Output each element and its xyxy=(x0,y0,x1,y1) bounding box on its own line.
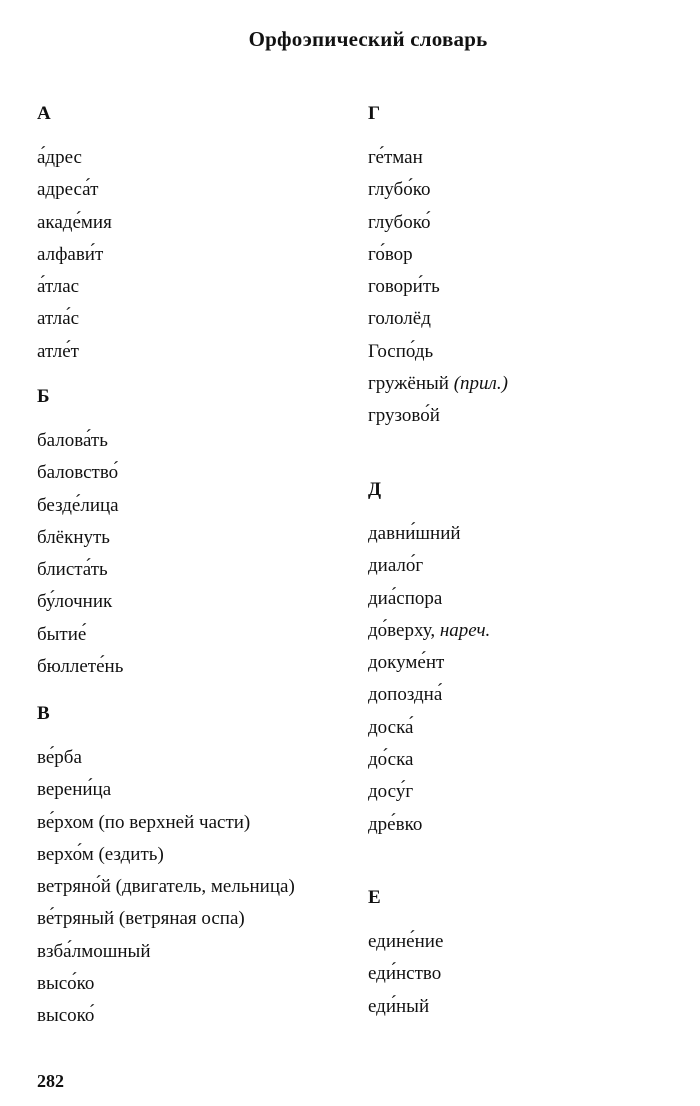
entry-note: нареч. xyxy=(439,619,491,641)
entry-word: акаде́мия xyxy=(37,211,112,233)
entry-word: высо́ко xyxy=(37,973,95,995)
dictionary-entry xyxy=(368,679,490,711)
entry-word: ве́рхом (по верхней части) xyxy=(37,811,251,833)
dictionary-entry xyxy=(37,936,295,968)
dictionary-entry xyxy=(37,871,295,903)
entry-word: бюллете́нь xyxy=(37,656,124,678)
section-letter: Д xyxy=(368,479,382,500)
page-title-text: Орфоэпический словарь xyxy=(248,27,488,51)
dictionary-entry xyxy=(37,554,123,586)
entry-word: докуме́нт xyxy=(368,652,445,674)
entry-word: а́дрес xyxy=(37,147,82,168)
entry-word: бу́лочник xyxy=(37,591,113,613)
dictionary-entry xyxy=(368,958,443,990)
section-g xyxy=(368,98,508,433)
dictionary-entry xyxy=(368,174,508,206)
dictionary-entry xyxy=(37,425,123,457)
dictionary-entry xyxy=(37,968,295,1000)
dictionary-entry xyxy=(37,174,112,206)
entry-word: ветряно́й (двигатель, мельница) xyxy=(37,876,295,898)
entry-word: блёкнуть xyxy=(37,526,110,548)
entry-word: балова́ть xyxy=(37,430,108,451)
entry-word: ве́рба xyxy=(37,747,82,768)
dictionary-entry xyxy=(37,457,123,489)
dictionary-entry xyxy=(368,518,490,550)
dictionary-entry xyxy=(368,142,508,174)
dictionary-entry xyxy=(368,400,508,432)
dictionary-entry xyxy=(37,619,123,651)
dictionary-entry xyxy=(37,522,123,554)
entry-word: еди́нство xyxy=(368,963,442,985)
dictionary-entry xyxy=(368,550,490,582)
dictionary-entry xyxy=(37,271,112,303)
section-v xyxy=(37,698,295,1033)
entry-word: алфави́т xyxy=(37,243,104,265)
entry-word: едине́ние xyxy=(368,931,444,952)
dictionary-entry xyxy=(37,1000,295,1032)
entry-word: го́вор xyxy=(368,243,413,265)
entry-word: давни́шний xyxy=(368,523,461,544)
entry-word: диа́спора xyxy=(368,587,443,609)
entry-list xyxy=(37,742,295,1033)
entry-word: дре́вко xyxy=(368,813,423,835)
section-letter: Е xyxy=(368,887,381,908)
dictionary-entry xyxy=(368,809,490,841)
section-e xyxy=(368,882,443,1023)
entry-word: безде́лица xyxy=(37,494,119,516)
entry-word: ге́тман xyxy=(368,147,423,168)
entry-word: допоздна́ xyxy=(368,684,443,706)
dictionary-entry xyxy=(368,712,490,744)
dictionary-entry xyxy=(368,926,443,958)
entry-word: ве́тряный (ветряная оспа) xyxy=(37,908,245,930)
dictionary-entry xyxy=(368,207,508,239)
dictionary-entry xyxy=(37,336,112,368)
entry-word: досу́г xyxy=(368,781,414,803)
entry-word: глубоко́ xyxy=(368,211,431,233)
dictionary-entry xyxy=(368,239,508,271)
dictionary-entry xyxy=(37,239,112,271)
section-letter: Б xyxy=(37,386,50,407)
page-title xyxy=(0,27,700,52)
entry-word: а́тлас xyxy=(37,276,80,298)
entry-list xyxy=(368,518,490,841)
entry-word: верхо́м (ездить) xyxy=(37,843,164,865)
entry-word: до́ска xyxy=(368,749,414,771)
page-number: 282 xyxy=(37,1071,64,1091)
entry-word: атла́с xyxy=(37,308,80,330)
entry-word: Госпо́дь xyxy=(368,340,434,362)
entry-word: глубо́ко xyxy=(368,179,431,201)
section-d xyxy=(368,474,490,841)
entry-word: еди́ный xyxy=(368,995,430,1017)
section-a xyxy=(37,98,112,368)
entry-list xyxy=(368,926,443,1023)
dictionary-entry xyxy=(368,271,508,303)
entry-word: говори́ть xyxy=(368,276,440,298)
dictionary-entry xyxy=(368,744,490,776)
entry-list xyxy=(368,142,508,433)
dictionary-entry xyxy=(37,651,123,683)
entry-word: блиста́ть xyxy=(37,559,108,581)
dictionary-entry xyxy=(368,368,508,400)
dictionary-entry xyxy=(37,839,295,871)
dictionary-entry xyxy=(368,336,508,368)
dictionary-entry xyxy=(37,142,112,174)
dictionary-entry xyxy=(368,776,490,808)
dictionary-entry xyxy=(37,903,295,935)
entry-note: (прил.) xyxy=(453,373,508,395)
entry-word: взба́лмошный xyxy=(37,940,151,962)
entry-word: до́верху, xyxy=(368,619,436,641)
entry-word: верени́ца xyxy=(37,779,112,801)
section-letter: А xyxy=(37,103,51,124)
entry-word: адреса́т xyxy=(37,179,99,201)
section-letter: В xyxy=(37,703,50,724)
entry-word: гололёд xyxy=(368,308,431,330)
entry-word: атле́т xyxy=(37,340,79,362)
dictionary-entry xyxy=(368,303,508,335)
dictionary-entry xyxy=(37,490,123,522)
entry-word: высоко́ xyxy=(37,1005,95,1027)
dictionary-entry xyxy=(37,207,112,239)
dictionary-entry xyxy=(368,991,443,1023)
dictionary-entry xyxy=(37,807,295,839)
dictionary-entry xyxy=(368,647,490,679)
entry-word: грузово́й xyxy=(368,405,440,427)
dictionary-entry xyxy=(368,615,490,647)
entry-list xyxy=(37,142,112,368)
section-b xyxy=(37,381,123,683)
entry-word: доска́ xyxy=(368,716,414,738)
entry-word: гружёный xyxy=(368,373,449,395)
dictionary-entry xyxy=(368,583,490,615)
entry-list xyxy=(37,425,123,683)
entry-word: диало́г xyxy=(368,555,424,577)
dictionary-entry xyxy=(37,774,295,806)
dictionary-entry xyxy=(37,742,295,774)
dictionary-entry xyxy=(37,586,123,618)
section-letter: Г xyxy=(368,103,381,124)
entry-word: бытие́ xyxy=(37,623,87,645)
dictionary-entry xyxy=(37,303,112,335)
entry-word: баловство́ xyxy=(37,462,119,484)
